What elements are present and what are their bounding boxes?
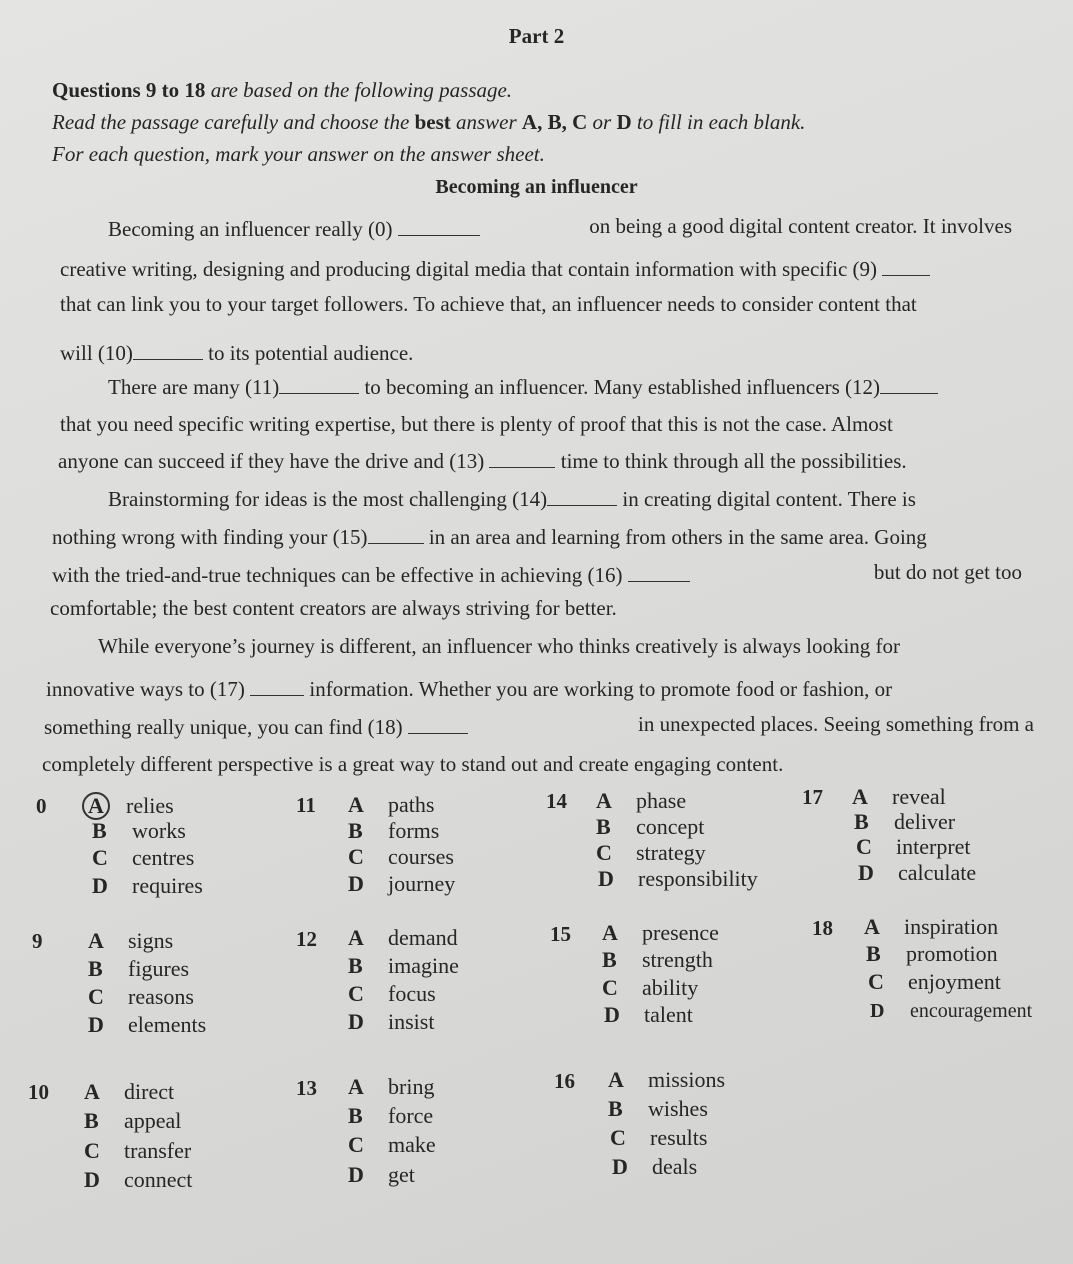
option-b[interactable]: B figures — [88, 956, 190, 981]
option-a[interactable]: A missions — [608, 1067, 726, 1092]
option-a[interactable]: A paths — [348, 792, 435, 817]
blank-12 — [880, 372, 938, 394]
option-a[interactable]: A demand — [348, 925, 458, 950]
option-b[interactable]: B appeal — [84, 1108, 182, 1133]
option-c[interactable]: C results — [610, 1125, 708, 1150]
option-c[interactable]: C reasons — [88, 984, 194, 1009]
option-d[interactable]: D requires — [92, 873, 203, 898]
passage-line: will (10) to its potential audience. — [60, 338, 413, 366]
option-d[interactable]: D responsibility — [598, 866, 758, 891]
option-d[interactable]: D journey — [348, 871, 456, 896]
passage-line: There are many (11) to becoming an influencer. Many established influencers (12) — [108, 372, 938, 400]
option-c[interactable]: C enjoyment — [868, 969, 1001, 994]
passage-line: Brainstorming for ideas is the most challenging (14) in creating digital content. There is — [108, 484, 916, 512]
instruction-line-2: Read the passage carefully and choose the best answer A, B, C or D to fill in each blank. — [52, 110, 806, 134]
option-d[interactable]: D encouragement — [870, 1000, 1033, 1022]
passage-line: completely different perspective is a great way to stand out and create engaging content. — [42, 752, 784, 776]
option-b[interactable]: B force — [348, 1103, 434, 1128]
blank-16 — [628, 560, 690, 582]
option-a[interactable]: A bring — [348, 1074, 435, 1099]
option-d[interactable]: D talent — [604, 1002, 693, 1027]
blank-17 — [250, 674, 304, 696]
option-a[interactable]: A reveal — [852, 784, 946, 809]
option-b[interactable]: B deliver — [854, 809, 956, 834]
option-c[interactable]: C courses — [348, 844, 454, 869]
part-title: Part 2 — [508, 24, 565, 48]
passage-line: that you need specific writing expertise, but there is plenty of proof that this is not the case. Almost — [60, 412, 893, 436]
blank-15 — [368, 522, 424, 544]
passage-line: something really unique, you can find (18) in unexpected places. Seeing something from a — [44, 712, 1034, 739]
passage-line: comfortable; the best content creators are always striving for better. — [50, 596, 617, 620]
option-a[interactable]: A presence — [602, 920, 719, 945]
blank-14 — [547, 484, 617, 506]
passage-line: that can link you to your target followers. To achieve that, an influencer needs to consider content that — [60, 292, 917, 316]
option-b[interactable]: B concept — [596, 814, 705, 839]
option-a[interactable]: A phase — [596, 788, 687, 813]
passage-line: creative writing, designing and producing digital media that contain information with specific (9) — [60, 254, 930, 282]
blank-11 — [279, 372, 359, 394]
passage-line: nothing wrong with finding your (15) in an area and learning from others in the same area. Going — [52, 522, 927, 550]
blank-9 — [882, 254, 930, 276]
passage-line: anyone can succeed if they have the drive and (13) time to think through all the possibilities. — [58, 446, 907, 474]
option-d[interactable]: D calculate — [858, 860, 977, 885]
option-c[interactable]: C make — [348, 1132, 436, 1157]
option-a[interactable]: A direct — [84, 1079, 175, 1104]
option-a[interactable]: A inspiration — [864, 914, 999, 939]
option-b[interactable]: B wishes — [608, 1096, 708, 1121]
blank-0 — [398, 214, 480, 236]
option-a[interactable]: A signs — [88, 928, 174, 953]
option-c[interactable]: C interpret — [856, 834, 971, 859]
blank-10 — [133, 338, 203, 360]
passage-title: Becoming an influencer — [435, 176, 638, 198]
option-b[interactable]: B promotion — [866, 941, 998, 966]
blank-18 — [408, 712, 468, 734]
option-c[interactable]: C ability — [602, 975, 699, 1000]
passage-line: While everyone’s journey is different, an influencer who thinks creatively is always looking for — [98, 634, 901, 658]
option-b[interactable]: B imagine — [348, 953, 459, 978]
option-c[interactable]: C transfer — [84, 1138, 192, 1163]
option-d[interactable]: D get — [348, 1162, 415, 1187]
option-d[interactable]: D insist — [348, 1009, 435, 1034]
option-b[interactable]: B forms — [348, 818, 440, 843]
passage-line: Becoming an influencer really (0) on being a good digital content creator. It involves — [108, 214, 1012, 241]
option-c[interactable]: C centres — [92, 845, 195, 870]
option-c[interactable]: C strategy — [596, 840, 706, 865]
passage-line: innovative ways to (17) information. Whether you are working to promote food or fashion, or — [46, 674, 892, 702]
passage-line: with the tried-and-true techniques can be effective in achieving (16) but do not get too — [52, 560, 1022, 587]
option-b[interactable]: B strength — [602, 947, 713, 972]
instruction-line-1: Questions 9 to 18 are based on the following passage. — [52, 78, 513, 102]
instruction-line-3: For each question, mark your answer on the answer sheet. — [52, 142, 545, 166]
option-d[interactable]: D elements — [88, 1012, 207, 1037]
option-d[interactable]: D deals — [612, 1154, 698, 1179]
option-c[interactable]: C focus — [348, 981, 436, 1006]
answer-circle: A — [82, 792, 110, 820]
blank-13 — [489, 446, 555, 468]
option-d[interactable]: D connect — [84, 1167, 193, 1192]
option-a[interactable]: A relies — [86, 792, 174, 820]
option-b[interactable]: B works — [92, 818, 186, 843]
